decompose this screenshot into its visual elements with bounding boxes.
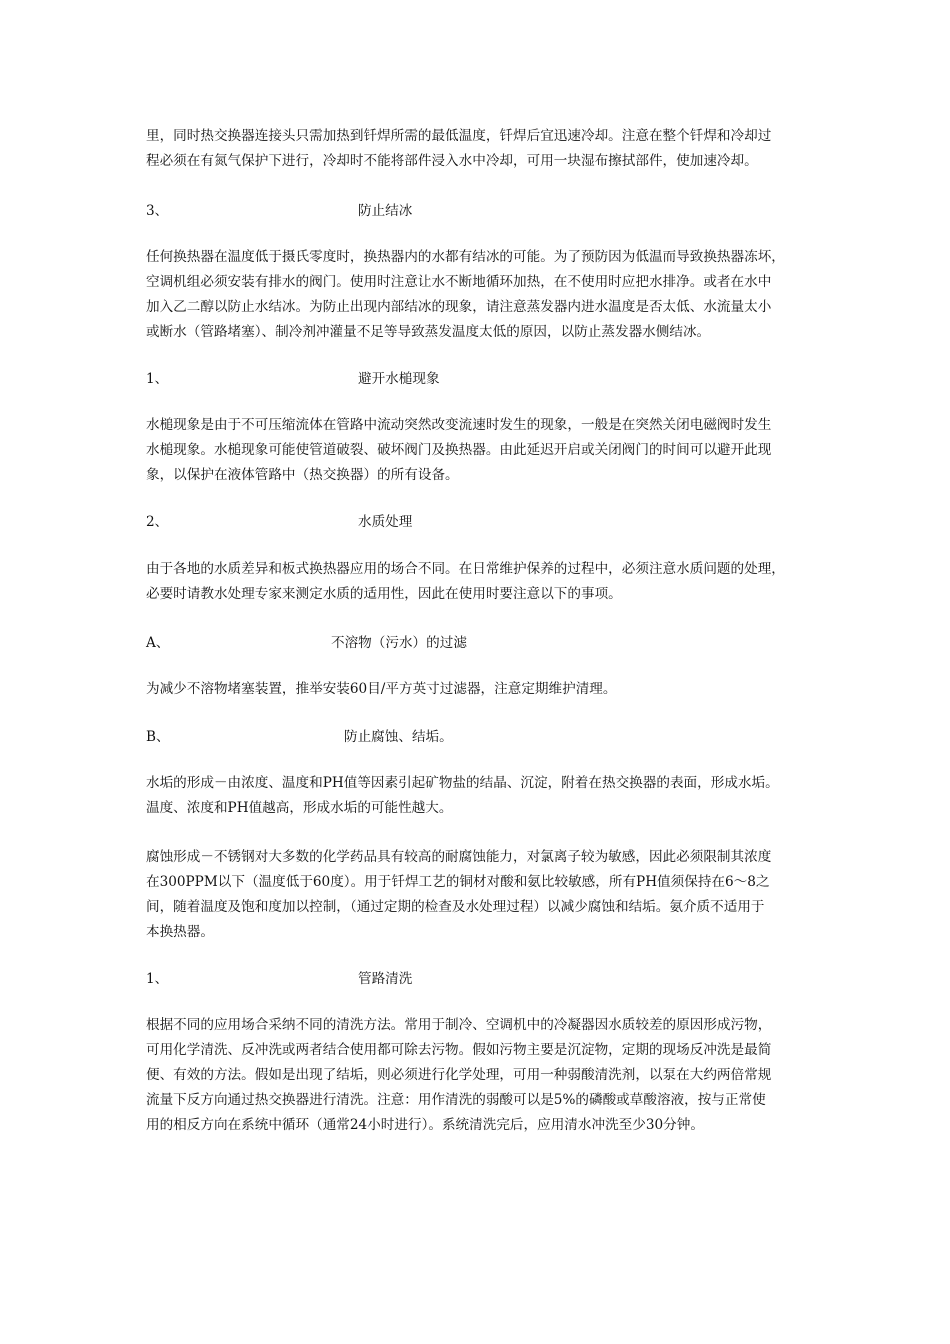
text-line: 根据不同的应用场合采纳不同的清洗方法。常用于制冷、空调机中的冷凝器因水质较差的原因形成污物，	[146, 1017, 772, 1033]
section-title: 水质处理	[358, 514, 413, 530]
text-line: 腐蚀形成－不锈钢对大多数的化学药品具有较高的耐腐蚀能力，对氯离子较为敏感，因此必须限制其浓度	[146, 849, 772, 865]
paragraph-anti-freeze	[146, 245, 814, 345]
text-line: 流量下反方向通过热交换器进行清洗。注意：用作清洗的弱酸可以是5%的磷酸或草酸溶液，按与正常使	[146, 1092, 766, 1108]
text-line: 可用化学清洗、反冲洗或两者结合使用都可除去污物。假如污物主要是沉淀物，定期的现场反冲洗是最简	[146, 1042, 772, 1058]
paragraph-corrosion	[146, 845, 814, 945]
section-heading-water-hammer	[146, 367, 814, 392]
section-title: 防止腐蚀、结垢。	[344, 729, 453, 745]
section-number: A、	[146, 635, 170, 651]
section-number: 1、	[146, 971, 169, 987]
section-title: 管路清洗	[358, 971, 413, 987]
text-line: 任何换热器在温度低于摄氏零度时，换热器内的水都有结冰的可能。为了预防因为低温而导致换热器冻坏，	[146, 249, 785, 265]
text-line: 便、有效的方法。假如是出现了结垢，则必须进行化学处理，可用一种弱酸清洗剂，以泵在大约两倍常规	[146, 1067, 772, 1083]
text-line: 水槌现象。水槌现象可能使管道破裂、破坏阀门及换热器。由此延迟开启或关闭阀门的时间可以避开此现	[146, 442, 772, 458]
section-number: B、	[146, 729, 170, 745]
paragraph-brazing-cooling	[146, 124, 814, 174]
section-number: 2、	[146, 514, 169, 530]
text-line: 在300PPM以下（温度低于60度）。用于钎焊工艺的铜材对酸和氨比较敏感，所有PH值须保持在6～8之	[146, 874, 770, 890]
text-line: 程必须在有氮气保护下进行，冷却时不能将部件浸入水中冷却，可用一块湿布擦拭部件，使加速冷却。	[146, 153, 758, 169]
section-title: 避开水槌现象	[358, 371, 440, 387]
text-line: 温度、浓度和PH值越高，形成水垢的可能性越大。	[146, 800, 453, 816]
text-line: 本换热器。	[146, 924, 214, 940]
section-title: 防止结冰	[358, 203, 413, 219]
text-line: 水垢的形成－由浓度、温度和PH值等因素引起矿物盐的结晶、沉淀，附着在热交换器的表面，形成水垢。	[146, 775, 779, 791]
text-line: 由于各地的水质差异和板式换热器应用的场合不同。在日常维护保养的过程中，必须注意水质问题的处理，	[146, 561, 785, 577]
text-line: 空调机组必须安装有排水的阀门。使用时注意让水不断地循环加热，在不使用时应把水排净。或者在水中	[146, 274, 772, 290]
section-heading-pipe-cleaning	[146, 967, 814, 992]
section-number: 1、	[146, 371, 169, 387]
text-line: 用的相反方向在系统中循环（通常24小时进行）。系统清洗完后，应用清水冲洗至少30分钟。	[146, 1117, 704, 1133]
section-title: 不溶物（污水）的过滤	[331, 635, 467, 651]
text-line: 为减少不溶物堵塞装置，推举安装60目/平方英寸过滤器，注意定期维护清理。	[146, 681, 617, 697]
section-number: 3、	[146, 203, 169, 219]
section-heading-anti-freeze	[146, 199, 814, 224]
paragraph-water-hammer	[146, 413, 814, 488]
text-line: 水槌现象是由于不可压缩流体在管路中流动突然改变流速时发生的现象，一般是在突然关闭电磁阀时发生	[146, 417, 772, 433]
text-line: 必要时请教水处理专家来测定水质的适用性，因此在使用时要注意以下的事项。	[146, 586, 622, 602]
paragraph-pipe-cleaning	[146, 1013, 814, 1138]
text-line: 或断水（管路堵塞）、制冷剂冲灌量不足等导致蒸发温度太低的原因，以防止蒸发器水侧结冰。	[146, 324, 711, 340]
paragraph-water-treatment	[146, 557, 814, 607]
text-line: 象，以保护在液体管路中（热交换器）的所有设备。	[146, 467, 459, 483]
text-line: 间，随着温度及饱和度加以控制，（通过定期的检查及水处理过程）以减少腐蚀和结垢。氨介质不适用于	[146, 899, 765, 915]
paragraph-filtering	[146, 677, 814, 702]
text-line: 加入乙二醇以防止水结冰。为防止出现内部结冰的现象，请注意蒸发器内进水温度是否太低、水流量太小	[146, 299, 772, 315]
section-heading-corrosion-scaling	[146, 725, 814, 750]
section-heading-water-treatment	[146, 510, 814, 535]
text-line: 里，同时热交换器连接头只需加热到钎焊所需的最低温度，钎焊后宜迅速冷却。注意在整个钎焊和冷却过	[146, 128, 772, 144]
paragraph-scaling	[146, 771, 814, 821]
section-heading-filtering	[146, 631, 814, 656]
